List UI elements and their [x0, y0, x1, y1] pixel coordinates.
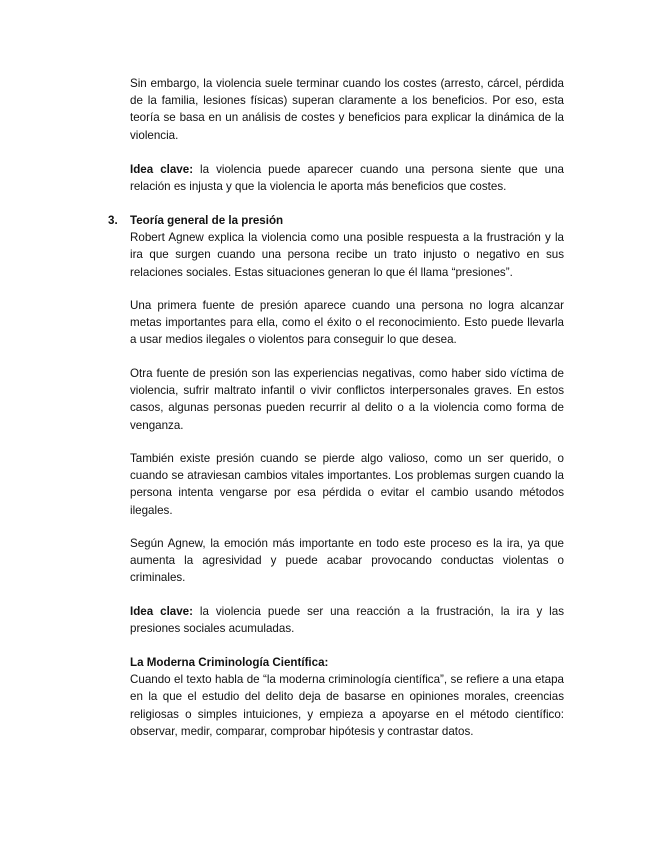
- idea-clave-1: [130, 161, 564, 195]
- section-3-paragraph-4: También existe presión cuando se pierde algo valioso, como un ser querido, o cuando se atraviesan cambios vitales importantes. Los problemas surgen cuando la persona intenta vengarse por esa pérdida o evitar el cambio usando métodos ilegales.: [130, 452, 564, 517]
- section-3-paragraph-1: Robert Agnew explica la violencia como una posible respuesta a la frustración y la ira que surgen cuando una persona recibe un trato injusto o negativo en sus relaciones sociales. Estas situaciones generan lo que él llama “presiones”.: [130, 231, 564, 279]
- section-3-number: 3.: [108, 214, 118, 227]
- idea-clave-1-label: Idea clave:: [130, 163, 194, 176]
- idea-clave-2-text: la violencia puede ser una reacción a la frustración, la ira y las presiones sociales acumuladas.: [130, 605, 564, 636]
- section-3-paragraph-5: Según Agnew, la emoción más importante en todo este proceso es la ira, ya que aumenta la agresividad y puede acabar provocando conductas violentas o criminales.: [130, 537, 564, 585]
- section-3-block-3: [130, 365, 564, 434]
- idea-clave-2: [130, 603, 564, 637]
- paragraph-costes: Sin embargo, la violencia suele terminar cuando los costes (arresto, cárcel, pérdida de la familia, lesiones físicas) superan claramente a los beneficios. Por eso, esta teoría se basa en un análisis de costes y beneficios para explicar la dinámica de la violencia.: [130, 77, 564, 142]
- idea-clave-2-paragraph: [130, 603, 564, 637]
- idea-clave-1-paragraph: [130, 161, 564, 195]
- section-3-paragraph-2: Una primera fuente de presión aparece cuando una persona no logra alcanzar metas importantes para ella, como el éxito o el reconocimiento. Esto puede llevarla a usar medios ilegales o violentos para conseguir lo que desea.: [130, 299, 564, 347]
- idea-clave-2-label: Idea clave:: [130, 605, 193, 618]
- idea-clave-1-text: la violencia puede aparecer cuando una persona siente que una relación es injusta y que la violencia le aporta más beneficios que costes.: [130, 163, 564, 194]
- moderna-paragraph: Cuando el texto habla de “la moderna criminología científica”, se refiere a una etapa en la que el estudio del delito deja de basarse en opiniones morales, creencias religiosas o simples intuiciones, y empieza a apoyarse en el método científico: observar, medir, comparar, comprobar hipótesis y contrastar datos.: [130, 673, 564, 738]
- section-3: [108, 212, 564, 281]
- section-3-title: Teoría general de la presión: [130, 214, 284, 227]
- section-3-block-2: [130, 297, 564, 349]
- intro-block: [130, 75, 564, 144]
- moderna-title: La Moderna Criminología Científica:: [130, 656, 329, 669]
- moderna-section: [130, 654, 564, 740]
- section-3-block-4: [130, 450, 564, 519]
- section-3-paragraph-3: Otra fuente de presión son las experiencias negativas, como haber sido víctima de violencia, sufrir maltrato infantil o vivir conflictos interpersonales graves. En estos casos, algunas personas pueden recurrir al delito o a la violencia como forma de venganza.: [130, 367, 564, 432]
- section-3-block-5: [130, 535, 564, 587]
